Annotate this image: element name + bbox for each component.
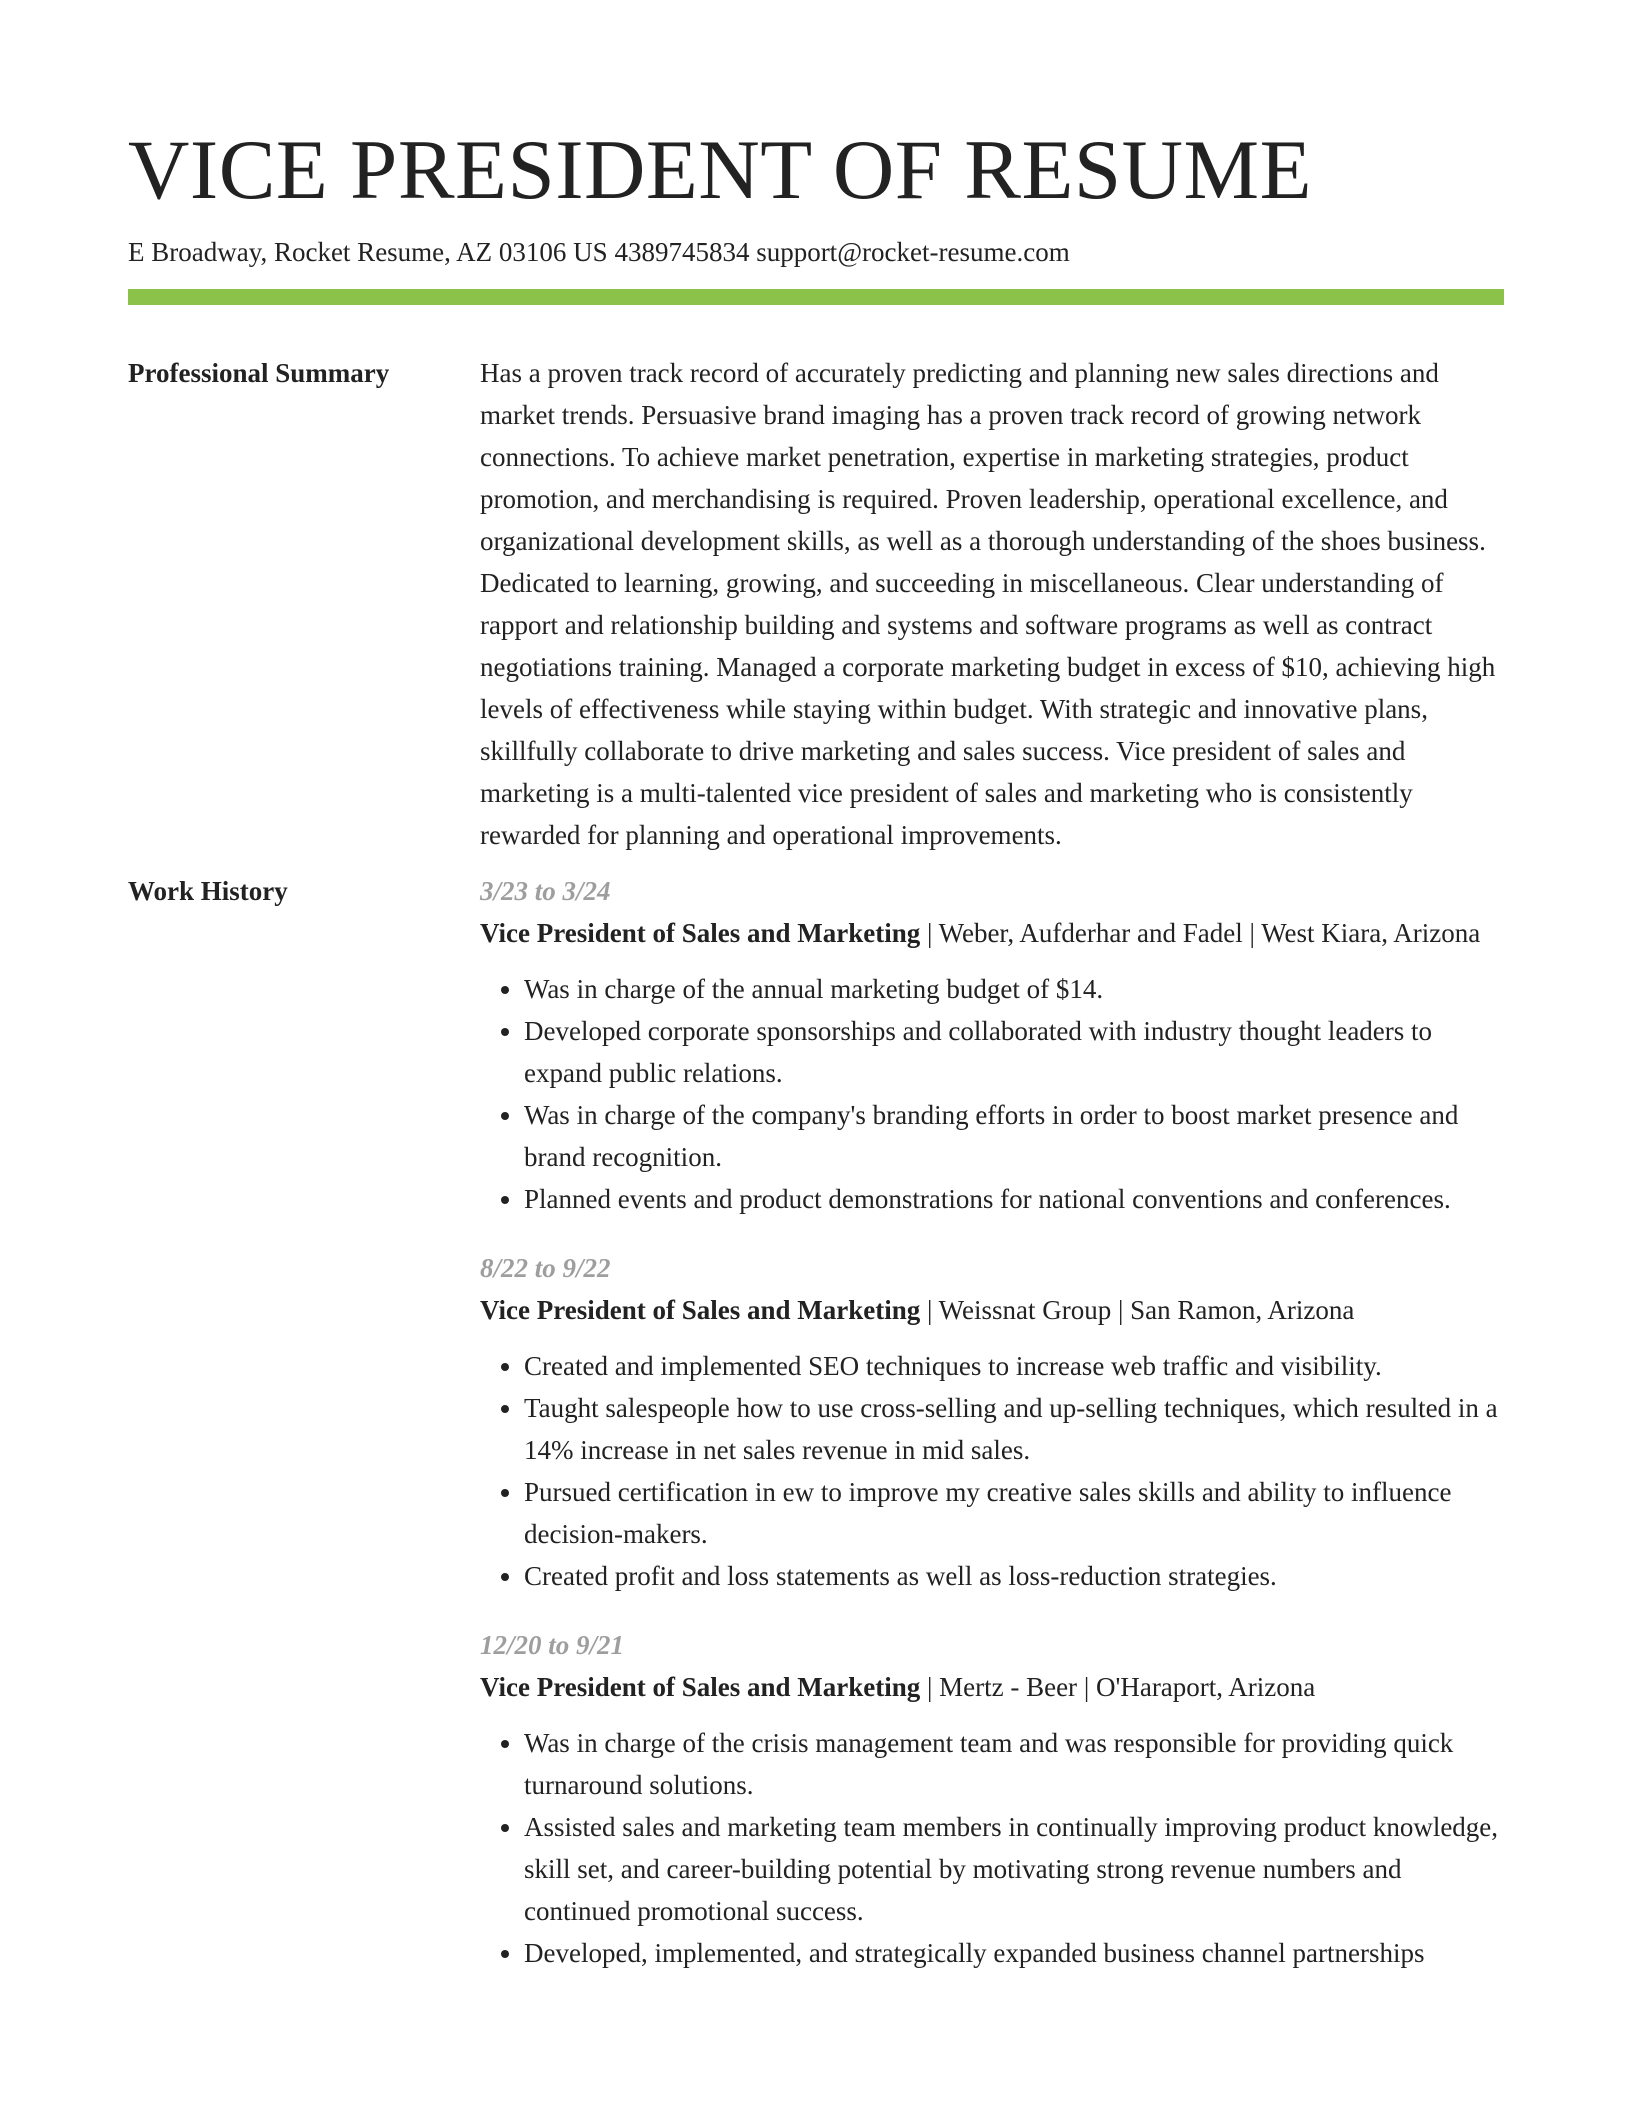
job-heading-line <box>480 1289 1504 1331</box>
job-dates: 12/20 to 9/21 <box>480 1630 625 1660</box>
contact-email: support@rocket-resume.com <box>756 237 1070 267</box>
job-bullet: • Was in charge of the crisis management team and was responsible for providing quick turnaround solutions. <box>524 1722 1504 1806</box>
job-bullet: • Developed, implemented, and strategically expanded business channel partnerships <box>524 1932 1504 1974</box>
section-heading: Professional Summary <box>128 358 390 388</box>
job-company: Mertz - Beer <box>939 1672 1078 1702</box>
job-location: West Kiara, Arizona <box>1261 918 1481 948</box>
job-bullet: • Was in charge of the company's branding efforts in order to boost market presence and brand recognition. <box>524 1094 1504 1178</box>
job-bullet: • Taught salespeople how to use cross-selling and up-selling techniques, which resulted in a 14% increase in net sales revenue in mid sales. <box>524 1387 1504 1471</box>
separator: | <box>920 1295 939 1325</box>
job-bullet-list <box>480 968 1504 1220</box>
job-company: Weissnat Group <box>938 1295 1112 1325</box>
job-entry <box>480 870 1504 1220</box>
job-entry <box>480 1247 1504 1597</box>
professional-summary-section <box>128 352 1504 856</box>
resume-name: VICE PRESIDENT OF RESUME <box>128 123 1313 217</box>
job-title: Vice President of Sales and Marketing <box>480 1295 921 1325</box>
job-bullet: • Planned events and product demonstrations for national conventions and conferences. <box>524 1178 1504 1220</box>
job-bullet: • Created and implemented SEO techniques to increase web traffic and visibility. <box>524 1345 1504 1387</box>
section-heading: Work History <box>128 876 288 906</box>
job-title: Vice President of Sales and Marketing <box>480 1672 921 1702</box>
contact-phone: 4389745834 <box>614 237 750 267</box>
job-heading-line <box>480 1666 1504 1708</box>
job-location: O'Haraport, Arizona <box>1095 1672 1316 1702</box>
separator: | <box>920 1672 940 1702</box>
job-location: San Ramon, Arizona <box>1130 1295 1355 1325</box>
job-title: Vice President of Sales and Marketing <box>480 918 921 948</box>
contact-address: E Broadway, Rocket Resume, AZ 03106 US <box>128 237 608 267</box>
job-entry <box>480 1624 1504 1974</box>
job-heading-line <box>480 912 1504 954</box>
work-history-body <box>480 870 1504 2001</box>
job-bullet-list <box>480 1722 1504 1974</box>
job-dates: 3/23 to 3/24 <box>480 876 611 906</box>
header-divider <box>128 289 1504 305</box>
separator: | <box>1242 918 1262 948</box>
job-bullet: • Assisted sales and marketing team members in continually improving product knowledge, skill set, and career-building potential by motivating strong revenue numbers and continued promotional success. <box>524 1806 1504 1932</box>
summary-body <box>480 352 1504 856</box>
separator: | <box>1077 1672 1096 1702</box>
resume-page <box>128 0 1504 2001</box>
job-bullet: • Developed corporate sponsorships and collaborated with industry thought leaders to expand public relations. <box>524 1010 1504 1094</box>
job-bullet: • Created profit and loss statements as well as loss-reduction strategies. <box>524 1555 1504 1597</box>
work-history-section <box>128 870 1504 2001</box>
separator: | <box>1111 1295 1131 1325</box>
job-bullet: • Was in charge of the annual marketing budget of $14. <box>524 968 1504 1010</box>
separator: | <box>920 918 939 948</box>
job-dates: 8/22 to 9/22 <box>480 1253 611 1283</box>
summary-text: Has a proven track record of accurately predicting and planning new sales directions and market trends. Persuasive brand imaging has a proven track record of growing network connections. To achieve market penetration, expertise in marketing strategies, product promotion, and merchandising is required. Proven leadership, operational excellence, and organizational development skills, as well as a thorough understanding of the shoes business. Dedicated to learning, growing, and succeeding in miscellaneous. Clear understanding of rapport and relationship building and systems and software programs as well as contract negotiations training. Managed a corporate marketing budget in excess of $10, achieving high levels of effectiveness while staying within budget. With strategic and innovative plans, skillfully collaborate to drive marketing and sales success. Vice president of sales and marketing is a multi-talented vice president of sales and marketing who is consistently rewarded for planning and operational improvements. <box>480 358 1496 850</box>
job-bullet: • Pursued certification in ew to improve my creative sales skills and ability to influence decision-makers. <box>524 1471 1504 1555</box>
job-company: Weber, Aufderhar and Fadel <box>938 918 1243 948</box>
job-bullet-list <box>480 1345 1504 1597</box>
contact-line <box>128 234 1504 270</box>
